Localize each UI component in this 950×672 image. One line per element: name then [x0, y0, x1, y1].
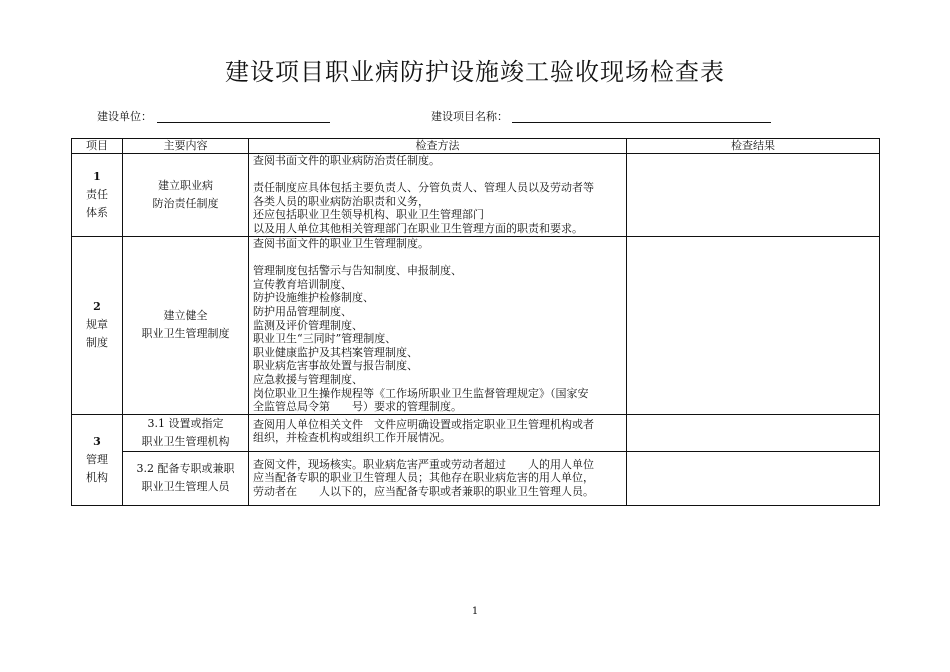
main-content-line: 3.1 设置或指定	[147, 416, 224, 430]
method-line: 职业病危害事故处置与报告制度、	[253, 359, 418, 373]
construction-unit-label: 建设单位：	[97, 110, 152, 123]
inspection-table	[71, 138, 880, 506]
method-line: 职业健康监护及其档案管理制度、	[253, 345, 418, 359]
check-result-cell[interactable]	[627, 414, 880, 451]
method-line	[253, 168, 622, 182]
check-method-cell	[249, 414, 627, 451]
main-content-line: 职业卫生管理制度	[141, 327, 230, 341]
header-check-result: 检查结果	[627, 139, 880, 154]
method-line: 管理制度包括警示与告知制度、申报制度、	[253, 264, 462, 278]
header-check-method: 检查方法	[249, 139, 627, 154]
main-content-cell	[123, 237, 249, 415]
method-line: 责任制度应具体包括主要负责人、分管负责人、管理人员以及劳动者等	[253, 181, 594, 195]
method-line: 职业卫生“三同时”管理制度、	[253, 332, 397, 346]
method-line: 防护设施维护检修制度、	[253, 291, 374, 305]
item-number: 3	[93, 434, 101, 448]
method-line: 防护用品管理制度、	[253, 304, 352, 318]
main-content-line: 职业卫生管理人员	[141, 480, 230, 494]
item-label-line: 管理	[86, 452, 108, 466]
item-label-line: 规章	[86, 318, 108, 332]
table-row	[72, 154, 880, 237]
header-main-content: 主要内容	[123, 139, 249, 154]
main-content-line: 建立健全	[163, 309, 208, 323]
item-number: 2	[93, 300, 101, 314]
method-line: 查阅用人单位相关文件 文件应明确设置或指定职业卫生管理机构或者	[253, 417, 594, 431]
main-content-cell	[123, 414, 249, 451]
item-cell	[72, 237, 123, 415]
project-name-field[interactable]	[512, 122, 771, 123]
header-fields	[0, 108, 950, 128]
main-content-line: 建立职业病	[158, 179, 213, 192]
item-label-line: 体系	[86, 206, 108, 219]
method-line: 还应包括职业卫生领导机构、职业卫生管理部门	[253, 208, 484, 222]
method-line: 监测及评价管理制度、	[253, 318, 363, 332]
check-result-cell[interactable]	[627, 237, 880, 415]
main-content-line: 职业卫生管理机构	[141, 434, 230, 448]
method-line: 查阅文件，现场核实。职业病危害严重或劳动者超过 人的用人单位	[253, 457, 594, 471]
check-method-cell	[249, 154, 627, 237]
method-line: 查阅书面文件的职业病防治责任制度。	[253, 154, 440, 167]
check-method-cell	[249, 237, 627, 415]
method-line: 应当配备专职的职业卫生管理人员；其他存在职业病危害的用人单位，	[253, 471, 594, 485]
item-label-line: 责任	[86, 188, 108, 201]
method-line: 全监管总局令第 号）要求的管理制度。	[253, 400, 462, 414]
item-number: 1	[93, 170, 101, 183]
header-item: 项目	[72, 139, 123, 154]
main-content-cell	[123, 154, 249, 237]
item-cell	[72, 154, 123, 237]
table-row	[72, 237, 880, 415]
method-line: 劳动者在 人以下的，应当配备专职或者兼职的职业卫生管理人员。	[253, 484, 594, 498]
table-row	[72, 451, 880, 505]
page-title: 建设项目职业病防护设施竣工验收现场检查表	[225, 58, 725, 86]
project-name-label: 建设项目名称：	[431, 110, 508, 123]
check-result-cell[interactable]	[627, 451, 880, 505]
method-line: 各类人员的职业病防治职责和义务，	[253, 194, 429, 208]
check-method-cell	[249, 451, 627, 505]
item-cell	[72, 414, 123, 505]
main-content-line: 3.2 配备专职或兼职	[136, 462, 235, 476]
method-line: 宣传教育培训制度、	[253, 277, 352, 291]
item-label-line: 制度	[86, 336, 108, 350]
item-label-line: 机构	[86, 470, 108, 484]
table-header-row	[72, 139, 880, 154]
method-line	[253, 251, 622, 265]
main-content-cell	[123, 451, 249, 505]
table-row	[72, 414, 880, 451]
method-line: 组织，并检查机构或组织工作开展情况。	[253, 431, 451, 445]
method-line: 查阅书面文件的职业卫生管理制度。	[253, 237, 429, 250]
method-line: 应急救援与管理制度、	[253, 372, 363, 386]
construction-unit-field[interactable]	[157, 122, 330, 123]
method-line: 以及用人单位其他相关管理部门在职业卫生管理方面的职责和要求。	[253, 221, 583, 235]
main-content-line: 防治责任制度	[152, 197, 219, 210]
method-line: 岗位职业卫生操作规程等《工作场所职业卫生监督管理规定》（国家安	[253, 386, 589, 400]
check-result-cell[interactable]	[627, 154, 880, 237]
page-number: 1	[471, 606, 479, 617]
